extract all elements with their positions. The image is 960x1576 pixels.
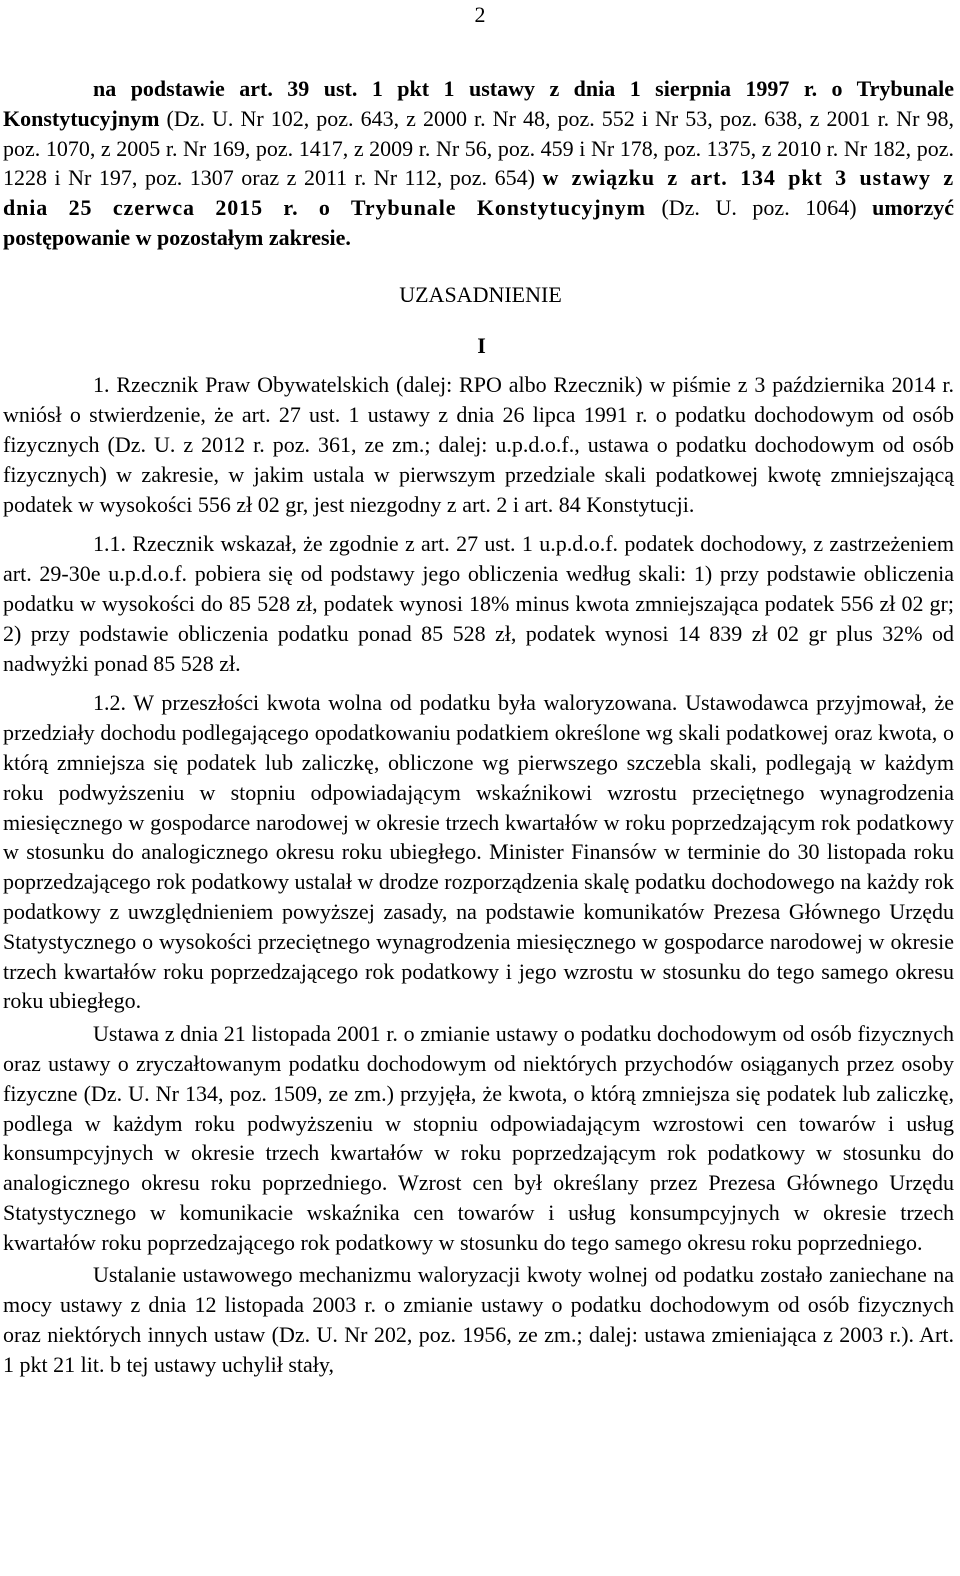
body-paragraph-1: 1. Rzecznik Praw Obywatelskich (dalej: RPO albo Rzecznik) w piśmie z 3 października 2014 r. wniósł o stwierdzenie, że art. 27 ust. 1 ustawy z dnia 26 lipca 1991 r. o podatku dochodowym od osób fizycznych (Dz. U. z 2012 r. poz. 361, ze zm.; dalej: u.p.d.o.f., ustawa o podatku dochodowym od osób fizycznych) w zakresie, w jakim ustala w pierwszym przedziale skali podatkowej kwotę zmniejszającą podatek w wysokości 556 zł 02 gr, jest niezgodny z art. 2 i art. 84 Konstytucji. — [3, 372, 954, 517]
document-body — [3, 74, 954, 1380]
ruling-relation: w związku z art. 134 pkt 3 ustawy z dnia 25 czerwca 2015 r. o Trybunale Konstytucyjnym — [3, 165, 954, 221]
body-paragraph-1-2: 1.2. W przeszłości kwota wolna od podatku była waloryzowana. Ustawodawca przyjmował, że przedziały dochodu podlegającego opodatkowaniu podatkiem określone wg skali podatkowej oraz kwota, o którą zmniejsza się podatek lub zaliczkę, obliczone wg pierwszego szczebla skali, podlegają w każdym roku podwyższeniu w stopniu odpowiadającym wskaźnikowi wzrostu przeciętnego wynagrodzenia miesięcznego w gospodarce narodowej w okresie trzech kwartałów w roku poprzedzającym rok podatkowy w stosunku do analogicznego okresu roku ubiegłego. Minister Finansów w terminie do 30 listopada roku poprzedzającego rok podatkowy ustalał w drodze rozporządzenia skalę podatku dochodowego na każdy rok podatkowy z uwzględnieniem powyższej zasady, na podstawie komunikatów Prezesa Głównego Urzędu Statystycznego o wysokości przeciętnego wynagrodzenia miesięcznego w gospodarce narodowej w okresie trzech kwartałów roku poprzedzającego rok podatkowy i jego wzrostu w stosunku do tego samego okresu roku ubiegłego. — [3, 690, 954, 1014]
ruling-legal-basis: na podstawie art. 39 ust. 1 pkt 1 ustawy z dnia 1 sierpnia 1997 r. o Trybunale Konstytucyjnym — [3, 76, 954, 131]
body-paragraph-2001-act: Ustawa z dnia 21 listopada 2001 r. o zmianie ustawy o podatku dochodowym od osób fizycznych oraz ustawy o zryczałtowanym podatku dochodowym od niektórych przychodów osiąganych przez osoby fizyczne (Dz. U. Nr 134, poz. 1509, ze zm.) przyjęła, że kwota, o którą zmniejsza się podatek lub zaliczkę, podlega w każdym roku podwyższeniu w stopniu odpowiadającym wzrostowi cen towarów i usług konsumpcyjnych w okresie trzech kwartałów w roku poprzedzającym rok podatkowy w stosunku do analogicznego okresu roku poprzedniego. Wzrost cen był określany przez Prezesa Głównego Urzędu Statystycznego w komunikacie wskaźnika cen towarów i usług konsumpcyjnych w okresie trzech kwartałów roku poprzedzającego rok podatkowy w stosunku do tego samego okresu roku poprzedniego. — [3, 1021, 954, 1255]
section-number: I — [477, 332, 486, 358]
body-paragraph-1-1: 1.1. Rzecznik wskazał, że zgodnie z art. 27 ust. 1 u.p.d.o.f. podatek dochodowy, z zastrzeżeniem art. 29-30e u.p.d.o.f. pobiera się od podstawy jego obliczenia według skali: 1) przy podstawie obliczenia podatku w wysokości do 85 528 zł, podatek wynosi 18% minus kwota zmniejszająca podatek 556 zł 02 gr; 2) przy podstawie obliczenia podatku ponad 85 528 zł, podatek wynosi 14 839 zł 02 gr plus 32% od nadwyżki ponad 85 528 zł. — [3, 531, 954, 676]
justification-heading: UZASADNIENIE — [399, 281, 562, 307]
ruling-decision: umorzyć postępowanie w pozostałym zakresie. — [3, 195, 954, 250]
ruling-citation: (Dz. U. Nr 102, poz. 643, z 2000 r. Nr 48, poz. 552 i Nr 53, poz. 638, z 2001 r. Nr 98, poz. 1070, z 2005 r. Nr 169, poz. 1417, z 2009 r. Nr 56, poz. 459 i Nr 178, poz. 1375, z 2010 r. Nr 182, poz. 1228 i Nr 197, poz. 1307 oraz z 2011 r. Nr 112, poz. 654) — [3, 105, 954, 191]
ruling-citation-2: (Dz. U. poz. 1064) — [645, 195, 873, 221]
body-paragraph-2003-act: Ustalanie ustawowego mechanizmu waloryzacji kwoty wolnej od podatku zostało zaniechane na mocy ustawy z dnia 12 listopada 2003 r. o zmianie ustawy o podatku dochodowym od osób fizycznych oraz niektórych innych ustaw (Dz. U. Nr 202, poz. 1956, ze zm.; dalej: ustawa zmieniająca z 2003 r.). Art. 1 pkt 21 lit. b tej ustawy uchylił stały, — [3, 1262, 954, 1377]
page-number: 2 — [474, 2, 486, 27]
ruling-paragraph — [3, 74, 954, 253]
